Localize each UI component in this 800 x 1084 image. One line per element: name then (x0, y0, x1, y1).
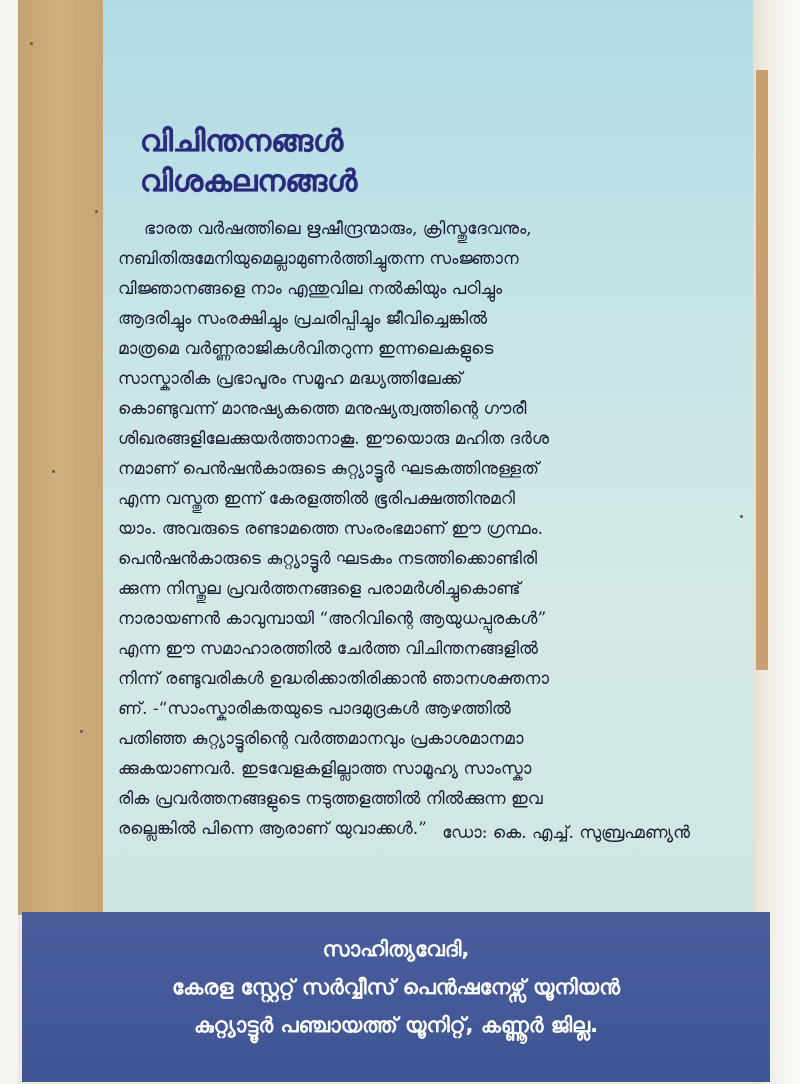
blurb-line: മാത്രമെ വർണ്ണരാജികൾവിതറുന്ന ഇന്നലെകളുടെ (118, 339, 494, 359)
publisher-line-2: കേരള സ്റ്റേറ്റ് സർവ്വീസ് പെൻഷനേഴ്സ് യൂനിയൻ (172, 975, 620, 999)
blurb-author: ഡോ: കെ. എച്ച്. സുബ്രഹ്മണ്യൻ (442, 823, 690, 843)
book-spine-strip (18, 0, 103, 915)
publisher-line-3: കുറ്റ്യാട്ടൂർ പഞ്ചായത്ത് യൂനിറ്റ്, കണ്ണൂർ ജില്ല. (193, 1013, 599, 1037)
blurb-line: നാരായണൻ കാവുമ്പായി “അറിവിന്റെ ആയുധപ്പുരകൾ” (118, 609, 547, 629)
blurb-line: എന്ന വസ്തുത ഇന്ന് കേരളത്തിൽ ഭൂരിപക്ഷത്തിനുമറി (118, 489, 515, 509)
blurb-line: ക്കുന്ന നിസ്തുല പ്രവർത്തനങ്ങളെ പരാമർശിച്ചുകൊണ്ട് (118, 579, 521, 599)
blurb-line: എന്ന ഈ സമാഹാരത്തിൽ ചേർത്ത വിചിന്തനങ്ങളിൽ (118, 639, 538, 659)
blurb-line: ആദരിച്ചും സംരക്ഷിച്ചും പ്രചരിപ്പിച്ചും ജീവിച്ചെങ്കിൽ (118, 309, 488, 329)
blurb-line: ശിഖരങ്ങളിലേക്കുയർത്താനാകൂ. ഈയൊരു മഹിത ദർശ (118, 429, 550, 449)
blurb-line: ണ്. -“സാംസ്കാരികതയുടെ പാദമുദ്രകൾ ആഴത്തിൽ (118, 699, 511, 719)
blurb-line: നബിതിരുമേനിയുമെല്ലാമുണർത്തിച്ചുതന്ന സംജ്ഞാന (118, 249, 519, 269)
publisher-line-1: സാഹിത്യവേദി, (322, 937, 470, 961)
dust-speck (30, 42, 33, 45)
blurb-line: കൊണ്ടുവന്ന് മാനുഷ്യകത്തെ മനുഷ്യത്വത്തിന്റെ ഗൗരീ (118, 399, 527, 419)
blurb-paragraph (118, 214, 678, 844)
blurb-line: നമാണ് പെൻഷൻകാരുടെ കുറ്റ്യാട്ടൂർ ഘടകത്തിനുള്ളത് (118, 459, 539, 479)
dust-speck (80, 730, 83, 733)
dust-speck (52, 470, 55, 473)
blurb-line: സാസ്കാരിക പ്രഭാപൂരം സമൂഹ മദ്ധ്യത്തിലേക്ക് (118, 369, 463, 389)
blurb-line: ഭാരത വർഷത്തിലെ ഋഷീന്ദ്രന്മാരും, ക്രിസ്തുദേവനും, (144, 219, 532, 239)
blurb-line: യാം. അവരുടെ രണ്ടാമത്തെ സംരംഭമാണ് ഈ ഗ്രന്ഥം. (118, 519, 544, 539)
publisher-info (22, 930, 770, 1044)
blurb-line: ക്കുകയാണവർ. ഇടവേളകളില്ലാത്ത സാമൂഹ്യ സാംസ്കാ (118, 759, 532, 779)
right-edge-strip (756, 70, 768, 670)
blurb-line: വിജ്ഞാനങ്ങളെ നാം എന്തുവില നൽകിയും പഠിച്ചും (118, 279, 503, 299)
blurb-line: പതിഞ്ഞ കുറ്റ്യാട്ടൂരിന്റെ വർത്തമാനവും പ്രകാശമാനമാ (118, 729, 524, 749)
blurb-line: രല്ലെങ്കിൽ പിന്നെ ആരാണ് യുവാക്കൾ.” (118, 819, 427, 839)
book-title (140, 122, 460, 202)
blurb-line: പെൻഷൻകാരുടെ കുറ്റ്യാട്ടൂർ ഘടകം നടത്തിക്കൊണ്ടിരി (118, 549, 538, 569)
title-line-2: വിശകലനങ്ങൾ (140, 164, 358, 199)
dust-speck (740, 515, 743, 518)
title-line-1: വിചിന്തനങ്ങൾ (140, 124, 344, 159)
dust-speck (95, 210, 98, 213)
blurb-line: രിക പ്രവർത്തനങ്ങളുടെ നടുത്തളത്തിൽ നിൽക്കുന്ന ഇവ (118, 789, 543, 809)
blurb-line: നിന്ന് രണ്ടുവരികൾ ഉദ്ധരിക്കാതിരിക്കാൻ ഞാനശക്തനാ (118, 669, 549, 689)
